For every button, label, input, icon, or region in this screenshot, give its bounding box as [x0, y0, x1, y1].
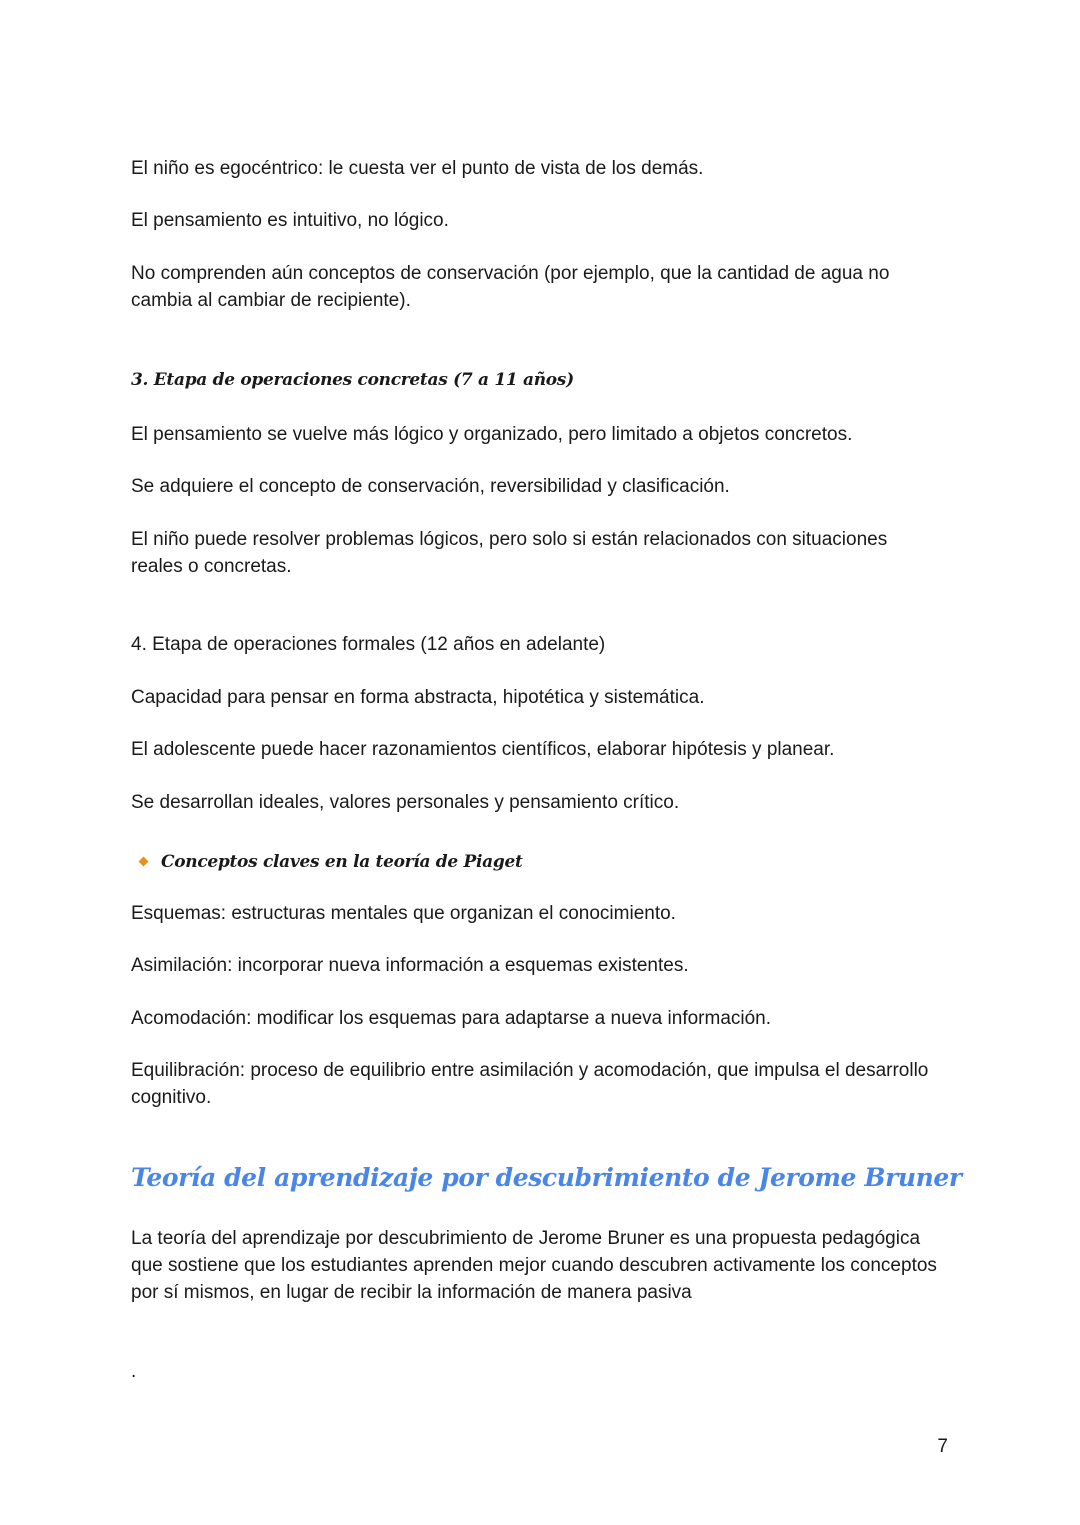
paragraph-stage3-logic: El pensamiento se vuelve más lógico y organizado, pero limitado a objetos concretos.: [131, 424, 853, 445]
paragraph-equilibration: Equilibración: proceso de equilibrio entre asimilación y acomodación, que impulsa el desarrollo cognitivo.: [131, 1060, 929, 1108]
page-number: 7: [937, 1436, 948, 1457]
paragraph-stage4-scientific: El adolescente puede hacer razonamientos científicos, elaborar hipótesis y planear.: [131, 739, 835, 760]
paragraph-egocentric: El niño es egocéntrico: le cuesta ver el punto de vista de los demás.: [131, 158, 704, 179]
paragraph-intuitive: El pensamiento es intuitivo, no lógico.: [131, 210, 449, 231]
heading-stage-3: 3. Etapa de operaciones concretas (7 a 11 años): [131, 370, 574, 390]
paragraph-assimilation: Asimilación: incorporar nueva información a esquemas existentes.: [131, 955, 689, 976]
paragraph-stage4-abstract: Capacidad para pensar en forma abstracta, hipotética y sistemática.: [131, 687, 705, 708]
section-title-bruner: Teoría del aprendizaje por descubrimiento de Jerome Bruner: [131, 1163, 962, 1192]
concepts-heading-row: [131, 848, 523, 875]
paragraph-accommodation: Acomodación: modificar los esquemas para adaptarse a nueva información.: [131, 1008, 772, 1029]
diamond-bullet-icon: [139, 857, 149, 867]
paragraph-stage4-ideals: Se desarrollan ideales, valores personales y pensamiento crítico.: [131, 792, 680, 813]
paragraph-stage3-concepts: Se adquiere el concepto de conservación, reversibilidad y clasificación.: [131, 476, 730, 497]
paragraph-stage3-problems: El niño puede resolver problemas lógicos, pero solo si están relacionados con situaciones reales o concretas.: [131, 529, 888, 577]
paragraph-conservation: No comprenden aún conceptos de conservación (por ejemplo, que la cantidad de agua no cambia al cambiar de recipiente).: [131, 263, 890, 311]
heading-key-concepts: Conceptos claves en la teoría de Piaget: [161, 851, 523, 872]
paragraph-bruner-intro: La teoría del aprendizaje por descubrimiento de Jerome Bruner es una propuesta pedagógica que sostiene que los estudiantes aprenden mejor cuando descubren activamente los conceptos por sí mismos, en lugar de recibir la información de manera pasiva: [131, 1228, 937, 1303]
paragraph-schemas: Esquemas: estructuras mentales que organizan el conocimiento.: [131, 903, 676, 924]
heading-stage-4: 4. Etapa de operaciones formales (12 años en adelante): [131, 634, 606, 655]
paragraph-trailing-dot: .: [131, 1361, 137, 1382]
